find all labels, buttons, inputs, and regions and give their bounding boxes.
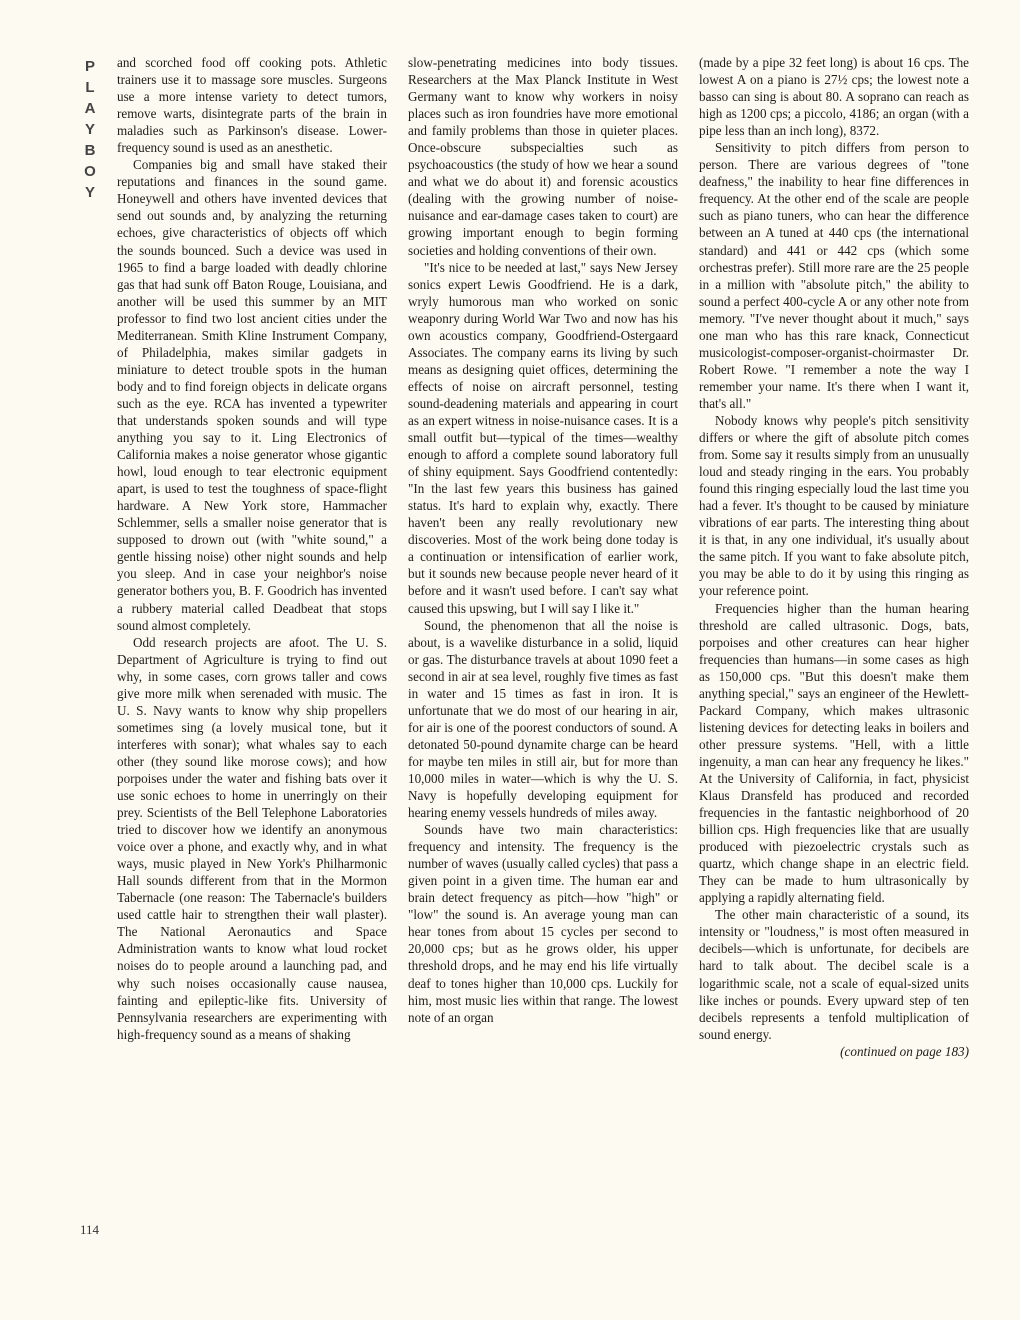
masthead-letter: O bbox=[84, 163, 96, 180]
paragraph: Odd research projects are afoot. The U. S. Department of Agriculture is trying to find out why, in some cases, corn grows taller and cows give more milk when serenaded with music. The U. S. Navy wants to know why ship propellers sometimes sing (a lovely musical tone, but it interferes with sonar); what whales say to each other (they sound like morose cows); and how porpoises under the water and fishing bats over it use sonic echoes to home in unerringly on their prey. Scientists of the Bell Telephone Laboratories tried to discover how we identify an anonymous voice over a phone, and exactly why, and in what ways, music played in New York's Philharmonic Hall sounds different from that in the Mormon Tabernacle (one reason: The Tabernacle's builders used cattle hair to strengthen their wall plaster). The National Aeronautics and Space Administration wants to know what loud rocket noises do to people around a launching pad, and why such noises occasionally cause nausea, fainting and epileptic-like fits. University of Pennsylvania researchers are experimenting with high-frequency sound as a means of shaking bbox=[117, 634, 387, 1042]
paragraph: Frequencies higher than the human hearing threshold are called ultrasonic. Dogs, bats, porpoises and other creatures can hear higher frequencies than humans—in some cases as high as 150,000 cps. "But this doesn't make them anything special," says an engineer of the Hewlett-Packard Company, which makes ultrasonic listening devices for detecting leaks in boilers and other pressure systems. "Hell, with a little ingenuity, a man can hear any frequency he likes." At the University of California, in fact, physicist Klaus Dransfeld has produced and recorded frequencies in the fantastic neighborhood of 20 billion cps. High frequencies like that are usually produced with piezoelectric crystals such as quartz, which change shape in an electric field. They can be made to hum ultrasonically by applying a rapidly alternating field. bbox=[699, 600, 969, 906]
paragraph: Sounds have two main characteristics: frequency and intensity. The frequency is the number of waves (usually called cycles) that pass a given point in a given time. The human ear and brain detect frequency as pitch—how "high" or "low" the sound is. An average young man can hear tones from about 15 cycles per second to 20,000 cps; but as he grows older, his upper threshold drops, and he may end his life virtually deaf to tones higher than 10,000 cps. Luckily for him, most music lies within that range. The lowest note of an organ bbox=[408, 822, 678, 1025]
article-column-3 bbox=[699, 54, 969, 1060]
continued-note: (continued on page 183) bbox=[840, 1043, 969, 1059]
masthead-letter: L bbox=[85, 79, 95, 96]
paragraph: (made by a pipe 32 feet long) is about 16 cps. The lowest A on a piano is 27½ cps; the lowest note a basso can sing is about 80. A soprano can reach as high as 1200 cps; a piccolo, 4186; an organ (with a pipe less than an inch long), 8372. bbox=[699, 55, 969, 139]
masthead-letter: Y bbox=[84, 121, 95, 138]
paragraph: The other main characteristic of a sound, its intensity or "loudness," is most often measured in decibels—which is unfortunate, for decibels are hard to talk about. The decibel scale is a logarithmic scale, not a scale of equal-sized units like inches or pounds. Every upward step of ten decibels represents a tenfold multiplication of sound energy. bbox=[699, 907, 969, 1042]
paragraph: Sound, the phenomenon that all the noise is about, is a wavelike disturbance in a solid, liquid or gas. The disturbance travels at about 1090 feet a second in air at sea level, roughly five times as fast in water and 15 times as fast in iron. It is unfortunate that we do most of our hearing in air, for air is one of the poorest conductors of sound. A detonated 50-pound dynamite charge can be heard for maybe ten miles in still air, but for more than 10,000 miles in water—which is why the U. S. Navy is hopefully developing equipment for hearing enemy vessels hundreds of miles away. bbox=[408, 617, 678, 821]
paragraph: "It's nice to be needed at last," says New Jersey sonics expert Lewis Goodfriend. He is a dark, wryly humorous man who worked on sonic weaponry during World War Two and now has his own acoustics company, Goodfriend-Ostergaard Associates. The company earns its living by such means as designing quiet offices, determining the effects of noise on aircraft personnel, testing sound-deadening materials and appearing in court as an expert witness in noise-nuisance cases. It is a small outfit but—typical of the times—wealthy enough to afford a complete sound laboratory full of shiny equipment. Says Goodfriend contentedly: "In the last few years this business has gained status. It's hard to explain why, exactly. There haven't been any really revolutionary new discoveries. Most of the work being done today is a continuation or intensification of earlier work, but it sounds new because people never heard of it before and it wasn't used before. I can't say what caused this upswing, but I will say I like it." bbox=[408, 259, 678, 616]
paragraph: Companies big and small have staked their reputations and finances in the sound game. Honeywell and others have invented devices that send out sounds and, by analyzing the returning echoes, give characteristics of objects off which the sounds bounced. Such a device was used in 1965 to find a barge loaded with deadly chlorine gas that had sunk off Baton Rouge, Louisiana, and another will be used this summer by an MIT professor to find two lost ancient cities under the Mediterranean. Smith Kline Instrument Company, of Philadelphia, makes similar gadgets in miniature to detect trouble spots in the human body and to find foreign objects in delicate organs such as the eye. RCA has invented a typewriter that understands spoken sounds and will type anything you say to it. Ling Electronics of California makes a noise generator whose gigantic howl, loud enough to tear electronic equipment apart, is used to test the toughness of space-flight hardware. A New York store, Hammacher Schlemmer, sells a smaller noise generator that is supposed to drown out (with "white sound," a gentle hissing noise) other night sounds and help you sleep. And in case your neighbor's noise generator bothers you, B. F. Goodrich has invented a rubbery material called Deadbeat that stops sound almost completely. bbox=[117, 157, 387, 633]
article-column-1 bbox=[117, 54, 387, 1043]
masthead-letter: A bbox=[84, 100, 96, 117]
masthead-letter: Y bbox=[84, 184, 95, 201]
masthead-letter: B bbox=[84, 142, 96, 159]
paragraph: Sensitivity to pitch differs from person to person. There are various degrees of "tone deafness," the inability to hear fine differences in frequency. At the other end of the scale are people such as piano tuners, who can hear the difference between an A tuned at 440 cps (the international standard) and 441 or 442 cps (which some orchestras prefer). Still more rare are the 25 people in a million with "absolute pitch," the ability to sound a perfect 400-cycle A or any other note from memory. "I've never thought about it much," says one man who has this rare knack, Connecticut musicologist-composer-organist-choirmaster Dr. Robert Rowe. "I remember a note the way I remember your name. It's there when I want it, that's all." bbox=[699, 140, 969, 411]
playboy-masthead bbox=[80, 56, 100, 203]
paragraph: slow-penetrating medicines into body tissues. Researchers at the Max Planck Institute in West Germany want to know why workers in noisy places such as iron foundries have more emotional and family problems than those in quieter places. Once-obscure subspecialties such as psychoacoustics (the study of how we hear a sound and what we do about it) and forensic acoustics (dealing with the growing number of noise-nuisance and ear-damage cases taken to court) are growing important enough to begin forming societies and holding conventions of their own. bbox=[408, 55, 678, 258]
paragraph: and scorched food off cooking pots. Athletic trainers use it to massage sore muscles. Surgeons use a more intense variety to detect tumors, remove warts, disintegrate parts of the brain in maladies such as Parkinson's disease. Lower-frequency sound is used as an anesthetic. bbox=[117, 55, 387, 156]
masthead-letter: P bbox=[84, 58, 95, 75]
paragraph: Nobody knows why people's pitch sensitivity differs or where the gift of absolute pitch comes from. Some say it results simply from an unusually loud and steady ringing in the ears. You probably found this ringing especially loud the last time you had a fever. It's thought to be caused by miniature vibrations of ear parts. The interesting thing about it is that, in any one individual, it's usually about the same pitch. If you want to fake absolute pitch, you may be able to do it by using this ringing as your reference point. bbox=[699, 412, 969, 599]
page-number: 114 bbox=[80, 1222, 100, 1237]
article-column-2 bbox=[408, 54, 678, 1026]
